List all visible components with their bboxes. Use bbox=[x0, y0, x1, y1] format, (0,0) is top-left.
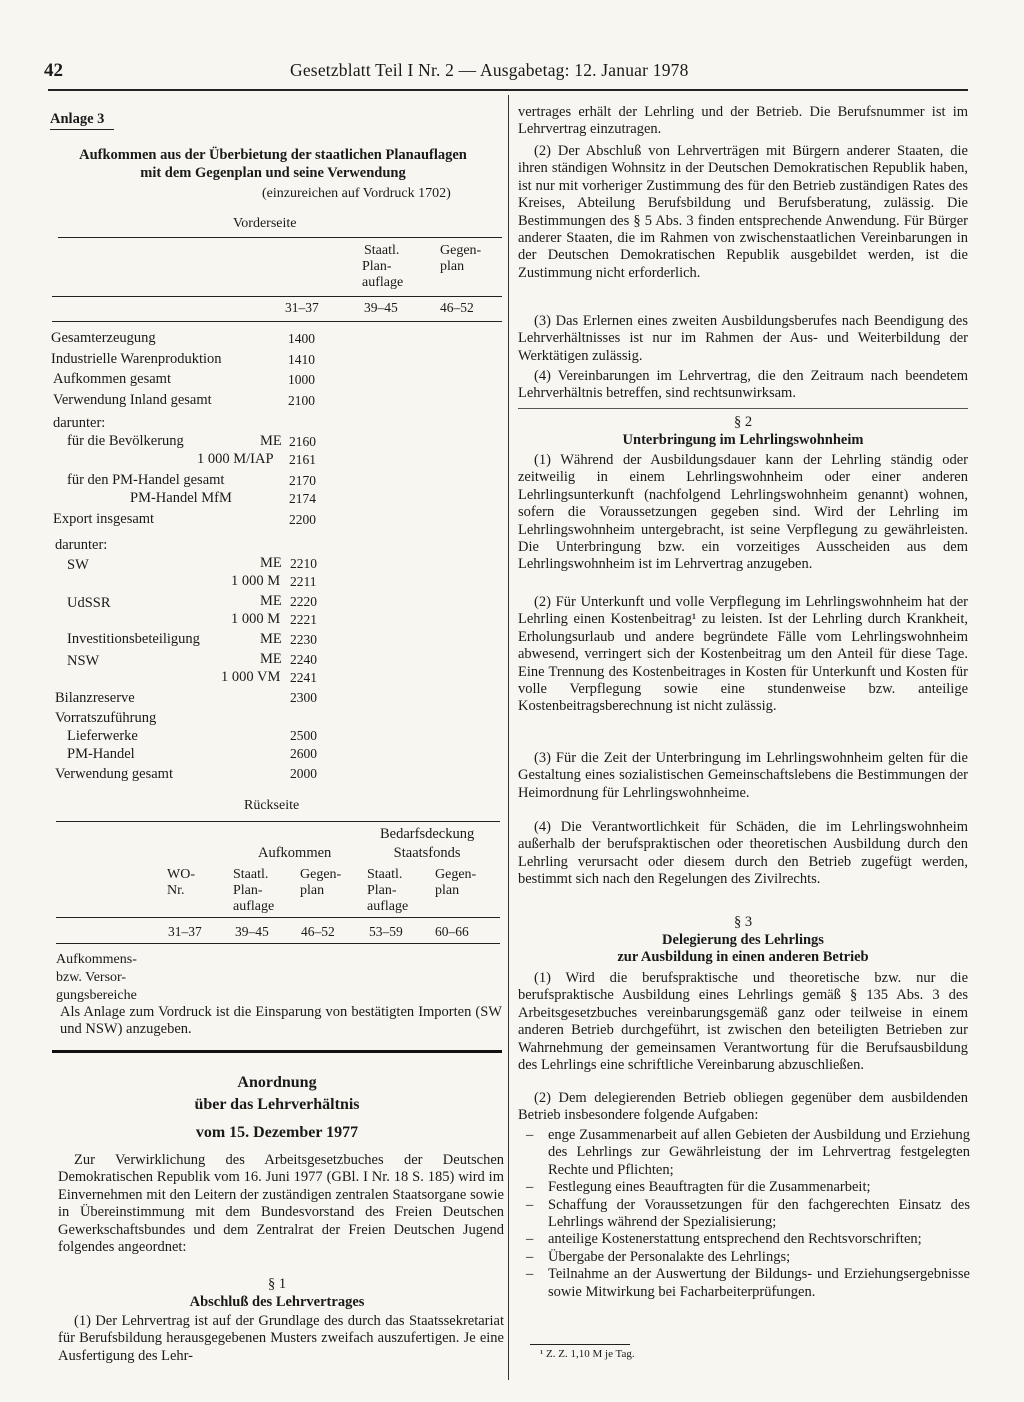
ordinance-date: vom 15. Dezember 1977 bbox=[195, 1124, 359, 1141]
annex-label: Anlage 3 bbox=[50, 111, 105, 127]
section-1-para-4: (4) Vereinbarungen im Lehrvertrag, die den Zeitraum nach beendetem Lehrverhältnis betreffen, sind rechtsunwirksam. bbox=[518, 368, 968, 402]
annex-underline bbox=[50, 129, 114, 130]
row-code: 2210 bbox=[290, 556, 317, 571]
section-3-number: § 3 bbox=[733, 914, 753, 930]
table-rule bbox=[58, 237, 502, 238]
col-number: 31–37 bbox=[168, 924, 202, 939]
row-label: für die Bevölkerung bbox=[67, 433, 184, 449]
task-list bbox=[518, 1127, 970, 1301]
col-number: 53–59 bbox=[369, 924, 403, 939]
row-code: 2174 bbox=[289, 491, 316, 506]
col-number: 46–52 bbox=[440, 300, 474, 315]
row-unit: ME bbox=[260, 651, 282, 667]
row-label: SW bbox=[67, 557, 89, 573]
col-header-gegen: Gegen- plan bbox=[440, 243, 482, 274]
row-label: NSW bbox=[67, 653, 100, 669]
table-rule bbox=[56, 821, 500, 822]
row-code: 2000 bbox=[290, 766, 317, 781]
row-code: 2161 bbox=[289, 452, 316, 467]
section-2-number: § 2 bbox=[733, 414, 753, 430]
section-rule bbox=[518, 408, 968, 409]
row-unit: 1 000 M/IAP bbox=[197, 451, 274, 467]
row-unit: ME bbox=[260, 631, 282, 647]
list-item: – enge Zusammenarbeit auf allen Gebieten der Ausbildung und Erziehung des Lehrlings zur Gewährleistung der im Lehrvertrag festgelegten Rechte und Pflichten; bbox=[526, 1127, 970, 1178]
row-label: darunter: bbox=[53, 415, 106, 431]
row-code: 2160 bbox=[289, 434, 316, 449]
row-code: 2220 bbox=[290, 594, 317, 609]
col-header-staatl: Staatl. Plan- auflage bbox=[233, 867, 275, 914]
section-3-title-1: Delegierung des Lehrlings bbox=[662, 932, 824, 948]
ordinance-intro: Zur Verwirklichung des Arbeitsgesetzbuches der Deutschen Demokratischen Republik vom 16. Juni 1977 (GBl. I Nr. 18 S. 185) wird im Einvernehmen mit den Leitern der zuständigen zentralen Staatsorgane sowie in Übereinstimmung mit dem Bundesvorstand des Freien Deutschen Gewerkschaftsbundes und dem Zentralrat der Freien Deutschen Jugend folgendes angeordnet: bbox=[58, 1152, 504, 1256]
ordinance-title: Anordnung bbox=[237, 1074, 317, 1091]
col-header-staatl-2: Staatl. Plan- auflage bbox=[367, 867, 409, 914]
row-label: Investitionsbeteiligung bbox=[67, 631, 200, 647]
section-2-para-4: (4) Die Verantwortlichkeit für Schäden, die im Lehrlingswohnheim außerhalb der berufspraktischen oder theoretischen Ausbildung durch den Lehrling verursacht oder diesem durch den Betrieb zugefügt werden, bestimmt sich nach den Regelungen des Zivilrechts. bbox=[518, 819, 968, 888]
form-title-line2: mit dem Gegenplan und seine Verwendung bbox=[140, 165, 406, 181]
row-code: 2170 bbox=[289, 473, 316, 488]
row-label: Verwendung Inland gesamt bbox=[53, 392, 212, 408]
section-1-para-1: (1) Der Lehrvertrag ist auf der Grundlage des durch das Staatssekretariat für Berufsbildung herausgegebenen Musters zweifach auszufertigen. Je eine Ausfertigung des Lehr- bbox=[58, 1313, 504, 1364]
page-header: Gesetzblatt Teil I Nr. 2 — Ausgabetag: 12. Januar 1978 bbox=[290, 60, 689, 80]
table-rule bbox=[56, 943, 500, 944]
section-1-para-3: (3) Das Erlernen eines zweiten Ausbildungsberufes nach Beendigung des Lehrverhältnisses ist nur im Rahmen der Aus- und Weiterbildung der Werktätigen zulässig. bbox=[518, 313, 968, 364]
list-item: – Festlegung eines Beauftragten für die Zusammenarbeit; bbox=[526, 1179, 871, 1196]
row-code: 2221 bbox=[290, 612, 317, 627]
list-item: – anteilige Kostenerstattung entsprechend den Rechtsvorschriften; bbox=[526, 1231, 922, 1248]
row-label: PM-Handel bbox=[67, 746, 135, 762]
col-header-gegen-2: Gegen- plan bbox=[435, 867, 477, 898]
row-label: Aufkommen gesamt bbox=[53, 371, 171, 387]
row-code: 1000 bbox=[288, 372, 315, 387]
table-rule bbox=[56, 917, 500, 918]
section-1-para-2: (2) Der Abschluß von Lehrverträgen mit Bürgern anderer Staaten, die ihren ständigen Wohnsitz in der Deutschen Demokratischen Republik haben, ist nur mit vorheriger Zustimmung des für den Betrieb zuständigen Rates des Kreises, Abteilung Berufsbildung und Berufsberatung, zulässig. Die Bestimmungen des § 5 Abs. 3 finden entsprechende Anwendung. Für Bürger anderer Staaten, die im Rahmen von zwischenstaatlichen Vereinbarungen in der Deutschen Demokratischen Republik ausgebildet werden, ist die Zustimmung nicht erforderlich. bbox=[518, 143, 968, 281]
section-3-para-2: (2) Dem delegierenden Betrieb obliegen gegenüber dem ausbildenden Betrieb insbesondere folgende Aufgaben: bbox=[518, 1090, 968, 1124]
row-code: 2600 bbox=[290, 746, 317, 761]
row-unit: ME bbox=[260, 593, 282, 609]
section-3-title-2: zur Ausbildung in einen anderen Betrieb bbox=[617, 949, 869, 965]
section-2-para-2: (2) Für Unterkunft und volle Verpflegung im Lehrlingswohnheim hat der Lehrling einen Kostenbeitrag¹ zu leisten. Ist der Lehrling durch Krankheit, Erholungsurlaub und andere begründete Fälle vom Lehrlingswohnheim abwesend, verringert sich der Kostenbeitrag um den Anteil für diese Tage. Eine Trennung des Kostenbeitrages in Kosten für Unterkunft und Kosten für volle Verpflegung sowie eine stundenweise bzw. anteilige Kostenbeitragsberechnung ist nicht zulässig. bbox=[518, 594, 968, 715]
row-unit: 1 000 M bbox=[231, 573, 281, 589]
row-code: 2230 bbox=[290, 632, 317, 647]
col-number: 39–45 bbox=[364, 300, 398, 315]
section-2-para-3: (3) Für die Zeit der Unterbringung im Lehrlingswohnheim gelten für die Gestaltung eines sozialistischen Gemeinschaftslebens die Bestimmungen der Heimordnung für Lehrlingswohnheime. bbox=[518, 750, 968, 801]
row-label: für den PM-Handel gesamt bbox=[67, 472, 225, 488]
back-row-label: Aufkommens- bzw. Versor- gungsbereiche bbox=[56, 952, 137, 1003]
col-number: 31–37 bbox=[285, 300, 319, 315]
ordinance-subtitle: über das Lehrverhältnis bbox=[194, 1096, 360, 1113]
row-unit: PM-Handel MfM bbox=[130, 490, 232, 506]
row-code: 2240 bbox=[290, 652, 317, 667]
row-code: 2200 bbox=[289, 512, 316, 527]
back-side-label: Rückseite bbox=[244, 798, 300, 813]
row-code: 2211 bbox=[290, 574, 317, 589]
section-1-para-1-cont: vertrages erhält der Lehrling und der Betrieb. Die Berufsnummer ist im Lehrvertrag einzutragen. bbox=[518, 104, 968, 138]
row-code: 2300 bbox=[290, 690, 317, 705]
row-label: Export insgesamt bbox=[53, 511, 155, 527]
row-label: UdSSR bbox=[67, 595, 111, 611]
col-header-bedarf: Bedarfsdeckung Staatsfonds bbox=[380, 826, 475, 861]
section-1-number: § 1 bbox=[267, 1276, 287, 1292]
row-label: Lieferwerke bbox=[67, 728, 138, 744]
row-label: Vorratszuführung bbox=[55, 710, 157, 726]
row-code: 2100 bbox=[288, 393, 315, 408]
section-2-para-1: (1) Während der Ausbildungsdauer kann der Lehrling ständig oder zeitweilig in einem Lehrlingswohnheim oder einer anderen Lehrlingsunterkunft (nachfolgend Lehrlingswohnheim genannt) wohnen, sofern die Voraussetzungen gegeben sind. Wird der Lehrling im Lehrlingswohnheim untergebracht, ist seine Verpflegung zu gewährleisten. Die Unterbringung bzw. ein vorzeitiges Ausscheiden aus dem Lehrlingswohnheim ist im Lehrvertrag anzugeben. bbox=[518, 452, 968, 573]
row-label: Bilanzreserve bbox=[55, 690, 135, 706]
footnote: ¹ Z. Z. 1,10 M je Tag. bbox=[540, 1348, 635, 1360]
table-rule bbox=[52, 321, 502, 322]
row-code: 2241 bbox=[290, 670, 317, 685]
header-rule bbox=[48, 89, 968, 91]
row-label: Verwendung gesamt bbox=[55, 766, 173, 782]
footnote-rule bbox=[530, 1344, 630, 1345]
table-rule bbox=[52, 296, 502, 297]
col-header-staatl: Staatl. Plan- auflage bbox=[362, 243, 404, 290]
form-title-line1: Aufkommen aus der Überbietung der staatlichen Planauflagen bbox=[79, 147, 467, 163]
section-1-title: Abschluß des Lehrvertrages bbox=[189, 1294, 365, 1310]
col-number: 39–45 bbox=[235, 924, 269, 939]
row-unit: ME bbox=[260, 555, 282, 571]
section-divider bbox=[52, 1050, 502, 1053]
row-code: 2500 bbox=[290, 728, 317, 743]
section-2-title: Unterbringung im Lehrlingswohnheim bbox=[622, 432, 864, 448]
list-item: – Übergabe der Personalakte des Lehrlings; bbox=[526, 1248, 791, 1265]
section-3-para-1: (1) Wird die berufspraktische und theoretische bzw. nur die berufspraktische Ausbildung eines Lehrlings gemäß § 135 Abs. 3 des Arbeitsgesetzbuches vereinbarungsgemäß ganz oder teilweise in einem anderen Betrieb durchgeführt, ist zwischen den beteiligten Betrieben zur Wahrnehmung der gemeinsamen Verantwortung für die Berufsausbildung des Lehrlings eine schriftliche Vereinbarung abzuschließen. bbox=[518, 970, 968, 1074]
col-header-aufkommen: Aufkommen bbox=[258, 845, 332, 861]
column-divider bbox=[508, 95, 509, 1380]
form-note: (einzureichen auf Vordruck 1702) bbox=[262, 186, 451, 201]
row-label: Industrielle Warenproduktion bbox=[51, 351, 222, 367]
front-side-label: Vorderseite bbox=[233, 216, 297, 231]
page-number: 42 bbox=[44, 60, 63, 81]
row-code: 1410 bbox=[288, 352, 315, 367]
col-header-gegen: Gegen- plan bbox=[300, 867, 342, 898]
col-number: 46–52 bbox=[301, 924, 335, 939]
row-label: Gesamterzeugung bbox=[51, 330, 156, 346]
back-note: Als Anlage zum Vordruck ist die Einsparung von bestätigten Importen (SW und NSW) anzugeben. bbox=[60, 1004, 502, 1038]
row-label: darunter: bbox=[55, 537, 108, 553]
row-code: 1400 bbox=[288, 331, 315, 346]
row-unit: 1 000 M bbox=[231, 611, 281, 627]
col-number: 60–66 bbox=[435, 924, 469, 939]
row-unit: 1 000 VM bbox=[221, 669, 281, 685]
list-item: – Schaffung der Voraussetzungen für den fachgerechten Einsatz des Lehrlings während der Spezialisierung; bbox=[526, 1196, 970, 1231]
list-item: – Teilnahme an der Auswertung der Bildungs- und Erziehungsergebnisse sowie Mitwirkung bei Facharbeiterprüfungen. bbox=[526, 1266, 970, 1300]
row-unit: ME bbox=[260, 433, 282, 449]
col-header-wo: WO- Nr. bbox=[167, 867, 195, 898]
